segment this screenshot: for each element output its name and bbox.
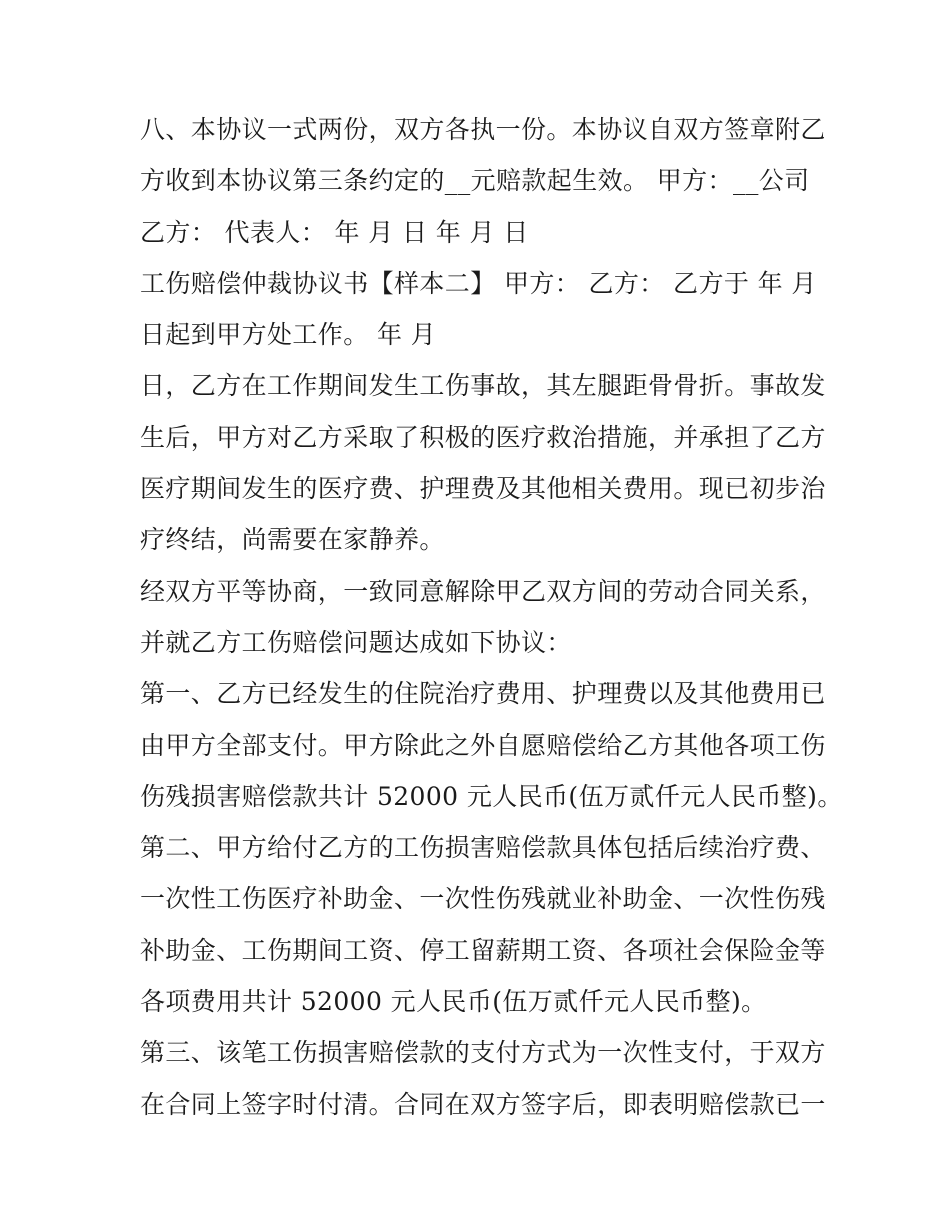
text-line: 八、本协议一式两份，双方各执一份。本协议自双方签章附乙 — [140, 115, 826, 144]
text-line: 第三、该笔工伤损害赔偿款的支付方式为一次性支付，于双方 — [140, 1038, 826, 1068]
text-line: 补助金、工伤期间工资、停工留薪期工资、各项社会保险金等 — [140, 935, 826, 965]
text-line: 由甲方全部支付。甲方除此之外自愿赔偿给乙方其他各项工伤 — [140, 730, 826, 760]
text-line: 工伤赔偿仲裁协议书【样本二】 甲方： 乙方： 乙方于 年 月 — [140, 268, 817, 298]
document-body — [140, 104, 843, 1130]
text-line: 生后，甲方对乙方采取了积极的医疗救治措施，并承担了乙方 — [140, 422, 826, 452]
text-line: 伤残损害赔偿款共计 52000 元人民币(伍万贰仟元人民币整)。 — [140, 781, 843, 811]
text-line: 日，乙方在工作期间发生工伤事故，其左腿距骨骨折。事故发 — [140, 371, 826, 401]
text-line: 第一、乙方已经发生的住院治疗费用、护理费以及其他费用已 — [140, 679, 826, 709]
text-line: 日起到甲方处工作。 年 月 — [140, 320, 437, 350]
text-line: 并就乙方工伤赔偿问题达成如下协议： — [140, 627, 572, 657]
text-line: 经双方平等协商，一致同意解除甲乙双方间的劳动合同关系， — [140, 576, 826, 606]
text-line: 在合同上签字时付清。合同在双方签字后，即表明赔偿款已一 — [140, 1089, 826, 1119]
text-line: 方收到本协议第三条约定的__元赔款起生效。 甲方：__公司 — [140, 166, 810, 196]
text-line: 第二、甲方给付乙方的工伤损害赔偿款具体包括后续治疗费、 — [140, 833, 826, 863]
text-line: 乙方： 代表人： 年 月 日 年 月 日 — [140, 217, 529, 247]
text-line: 医疗期间发生的医疗费、护理费及其他相关费用。现已初步治 — [140, 474, 826, 504]
text-line: 各项费用共计 52000 元人民币(伍万贰仟元人民币整)。 — [140, 987, 767, 1017]
text-line: 疗终结，尚需要在家静养。 — [140, 525, 445, 555]
text-line: 一次性工伤医疗补助金、一次性伤残就业补助金、一次性伤残 — [140, 884, 826, 914]
